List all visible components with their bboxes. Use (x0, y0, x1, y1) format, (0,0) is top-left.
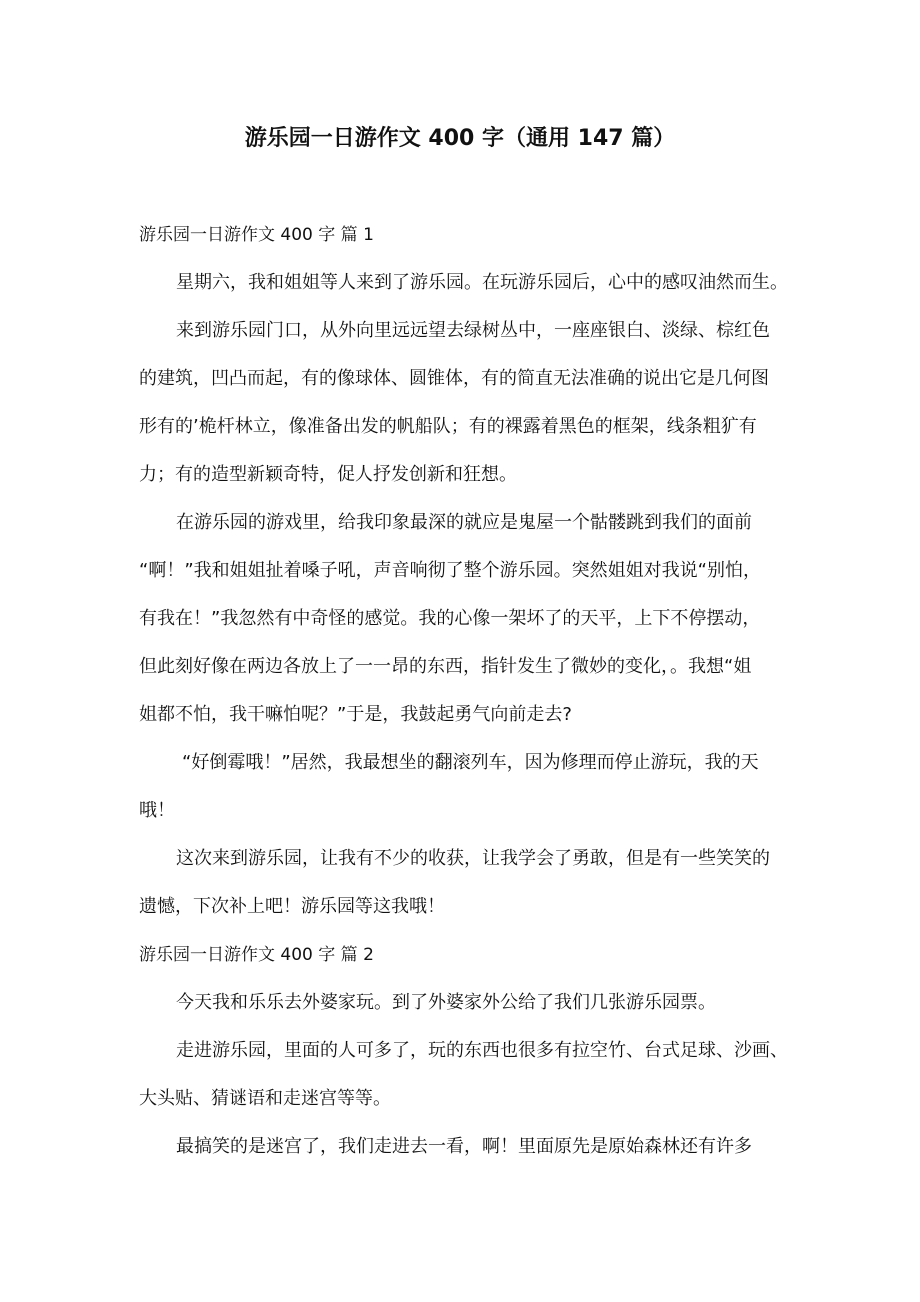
document-title: 游乐园一日游作文 400 字（通用 147 篇） (244, 126, 676, 151)
paragraph-line: 今天我和乐乐去外婆家玩。到了外婆家外公给了我们几张游乐园票。 (176, 992, 716, 1013)
paragraph-line: 来到游乐园门口，从外向里远远望去绿树丛中，一座座银白、淡绿、棕红色 (176, 320, 770, 341)
paragraph-line: 力；有的造型新颖奇特，促人抒发创新和狂想。 (139, 464, 517, 485)
section-heading: 游乐园一日游作文 400 字 篇 2 (139, 945, 374, 965)
paragraph-line: 在游乐园的游戏里，给我印象最深的就应是鬼屋一个骷髅跳到我们的面前 (176, 512, 752, 533)
paragraph-line: 但此刻好像在两边各放上了一一昂的东西，指针发生了微妙的变化，。我想“姐 (139, 656, 752, 677)
paragraph-line: 走进游乐园，里面的人可多了，玩的东西也很多有拉空竹、台式足球、沙画、 (176, 1040, 788, 1061)
paragraph-line: “啊！”我和姐姐扯着嗓子吼，声音响彻了整个游乐园。突然姐姐对我说“别怕， (139, 560, 761, 581)
paragraph-line: 遗憾，下次补上吧！游乐园等这我哦！ (139, 896, 445, 917)
paragraph-line: 这次来到游乐园，让我有不少的收获，让我学会了勇敢，但是有一些笑笑的 (176, 848, 770, 869)
paragraph-line: 星期六，我和姐姐等人来到了游乐园。在玩游乐园后，心中的感叹油然而生。 (176, 272, 788, 293)
paragraph-line: 哦！ (139, 800, 175, 821)
paragraph-line: 姐都不怕，我干嘛怕呢？”于是，我鼓起勇气向前走去? (139, 704, 572, 725)
paragraph-line: 大头贴、猜谜语和走迷宫等等。 (139, 1088, 391, 1109)
section-heading: 游乐园一日游作文 400 字 篇 1 (139, 225, 374, 245)
paragraph-line: 的建筑，凹凸而起，有的像球体、圆锥体，有的简直无法准确的说出它是几何图 (139, 368, 769, 389)
paragraph-line: 最搞笑的是迷宫了，我们走进去一看，啊！里面原先是原始森林还有许多 (176, 1136, 752, 1157)
paragraph-line: “好倒霉哦！”居然，我最想坐的翻滚列车，因为修理而停止游玩，我的天 (182, 752, 759, 773)
paragraph-line: 有我在！”我忽然有中奇怪的感觉。我的心像一架坏了的天平，上下不停摆动， (139, 608, 761, 629)
paragraph-line: 形有的’桅杆林立，像准备出发的帆船队；有的裸露着黑色的框架，线条粗犷有 (139, 416, 757, 437)
